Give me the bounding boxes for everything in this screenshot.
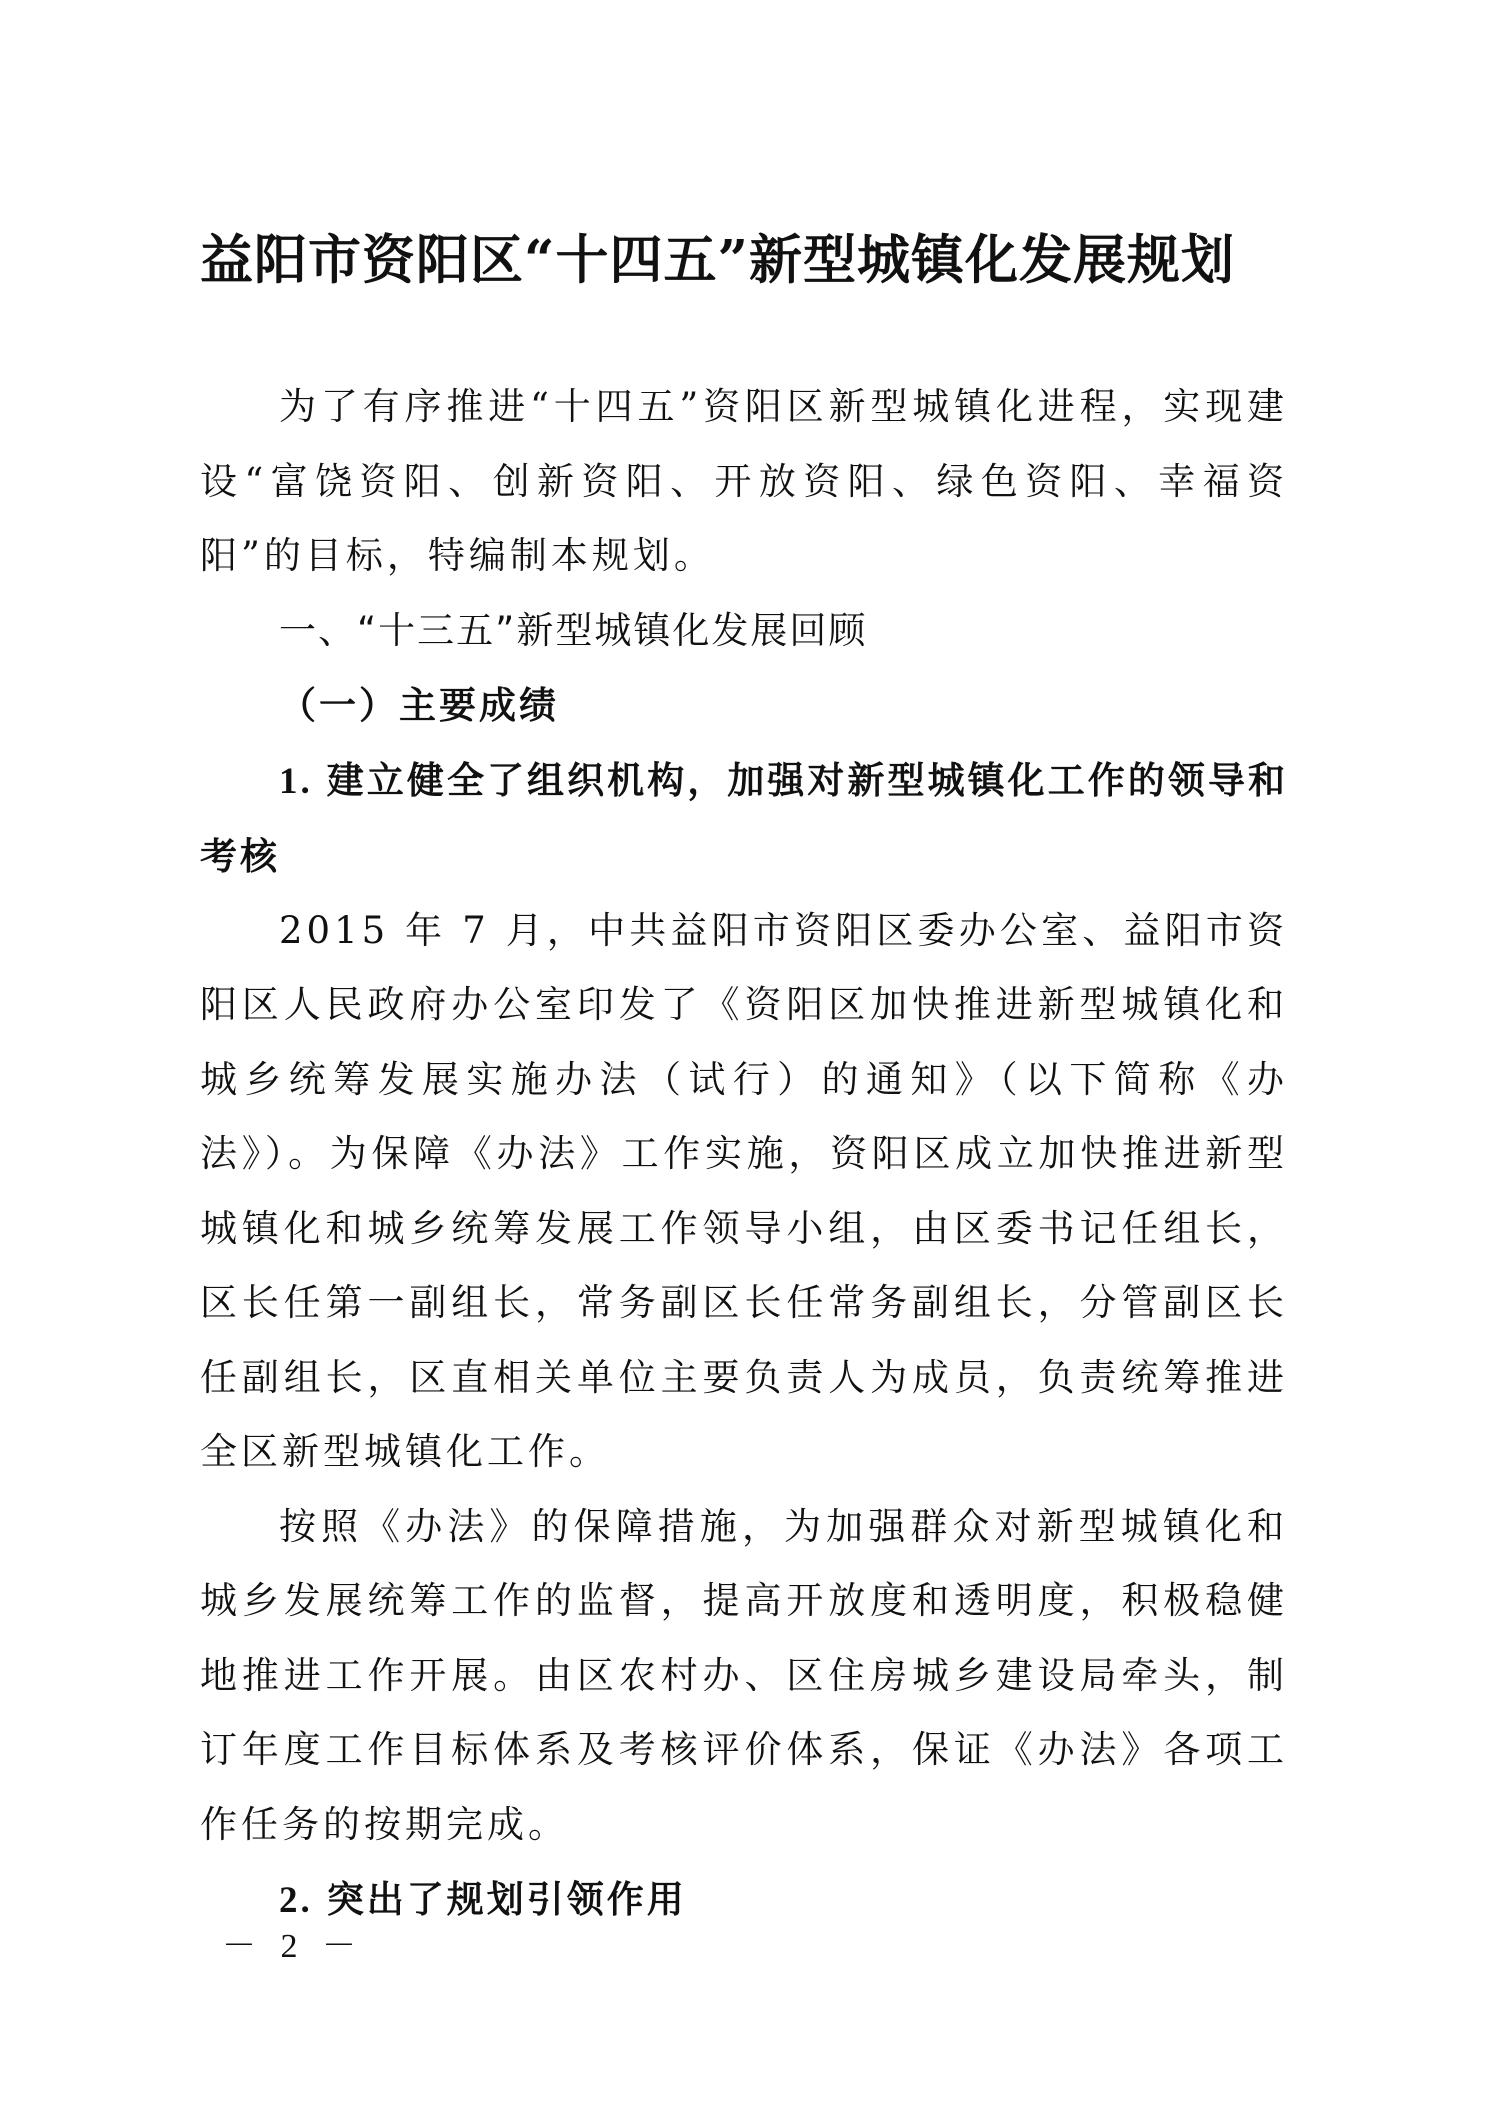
- document-title: 益阳市资阳区“十四五”新型城镇化发展规划: [200, 229, 1235, 291]
- section-heading: 一、“十三五”新型城镇化发展回顾: [279, 608, 868, 652]
- body-paragraph-1: 2015 年 7 月，中共益阳市资阳区委办公室、益阳市资阳区人民政府办公室印发了《资阳区加快推进新型城镇化和城乡统筹发展实施办法（试行）的通知》（以下简称《办法》）。为保障《办法》工作实施，资阳区成立加快推进新型城镇化和城乡统筹发展工作领导小组，由区委书记任组长，区长任第一副组长，常务副区长任常务副组长，分管副区长任副组长，区直相关单位主要负责人为成员，负责统筹推进全区新型城镇化工作。: [200, 908, 1288, 1473]
- item-title-1: 建立健全了组织机构，加强对新型城镇化工作的领导和考核: [200, 757, 1288, 878]
- item-number-2: 2.: [279, 1880, 313, 1921]
- document-body: [200, 370, 1288, 1939]
- subsection-heading: （一）主要成绩: [279, 683, 559, 727]
- page-number: － 2 －: [222, 1928, 364, 1965]
- intro-paragraph: 为了有序推进“十四五”资阳区新型城镇化进程，实现建设“富饶资阳、创新资阳、开放资阳、绿色资阳、幸福资阳”的目标，特编制本规划。: [200, 385, 1288, 577]
- item-title-2: 突出了规划引领作用: [326, 1877, 687, 1921]
- body-paragraph-2: 按照《办法》的保障措施，为加强群众对新型城镇化和城乡发展统筹工作的监督，提高开放度和透明度，积极稳健地推进工作开展。由区农村办、区住房城乡建设局牵头，制订年度工作目标体系及考核评价体系，保证《办法》各项工作任务的按期完成。: [200, 1504, 1288, 1846]
- item-number-1: 1.: [279, 760, 313, 802]
- item-heading-1: [200, 743, 1288, 894]
